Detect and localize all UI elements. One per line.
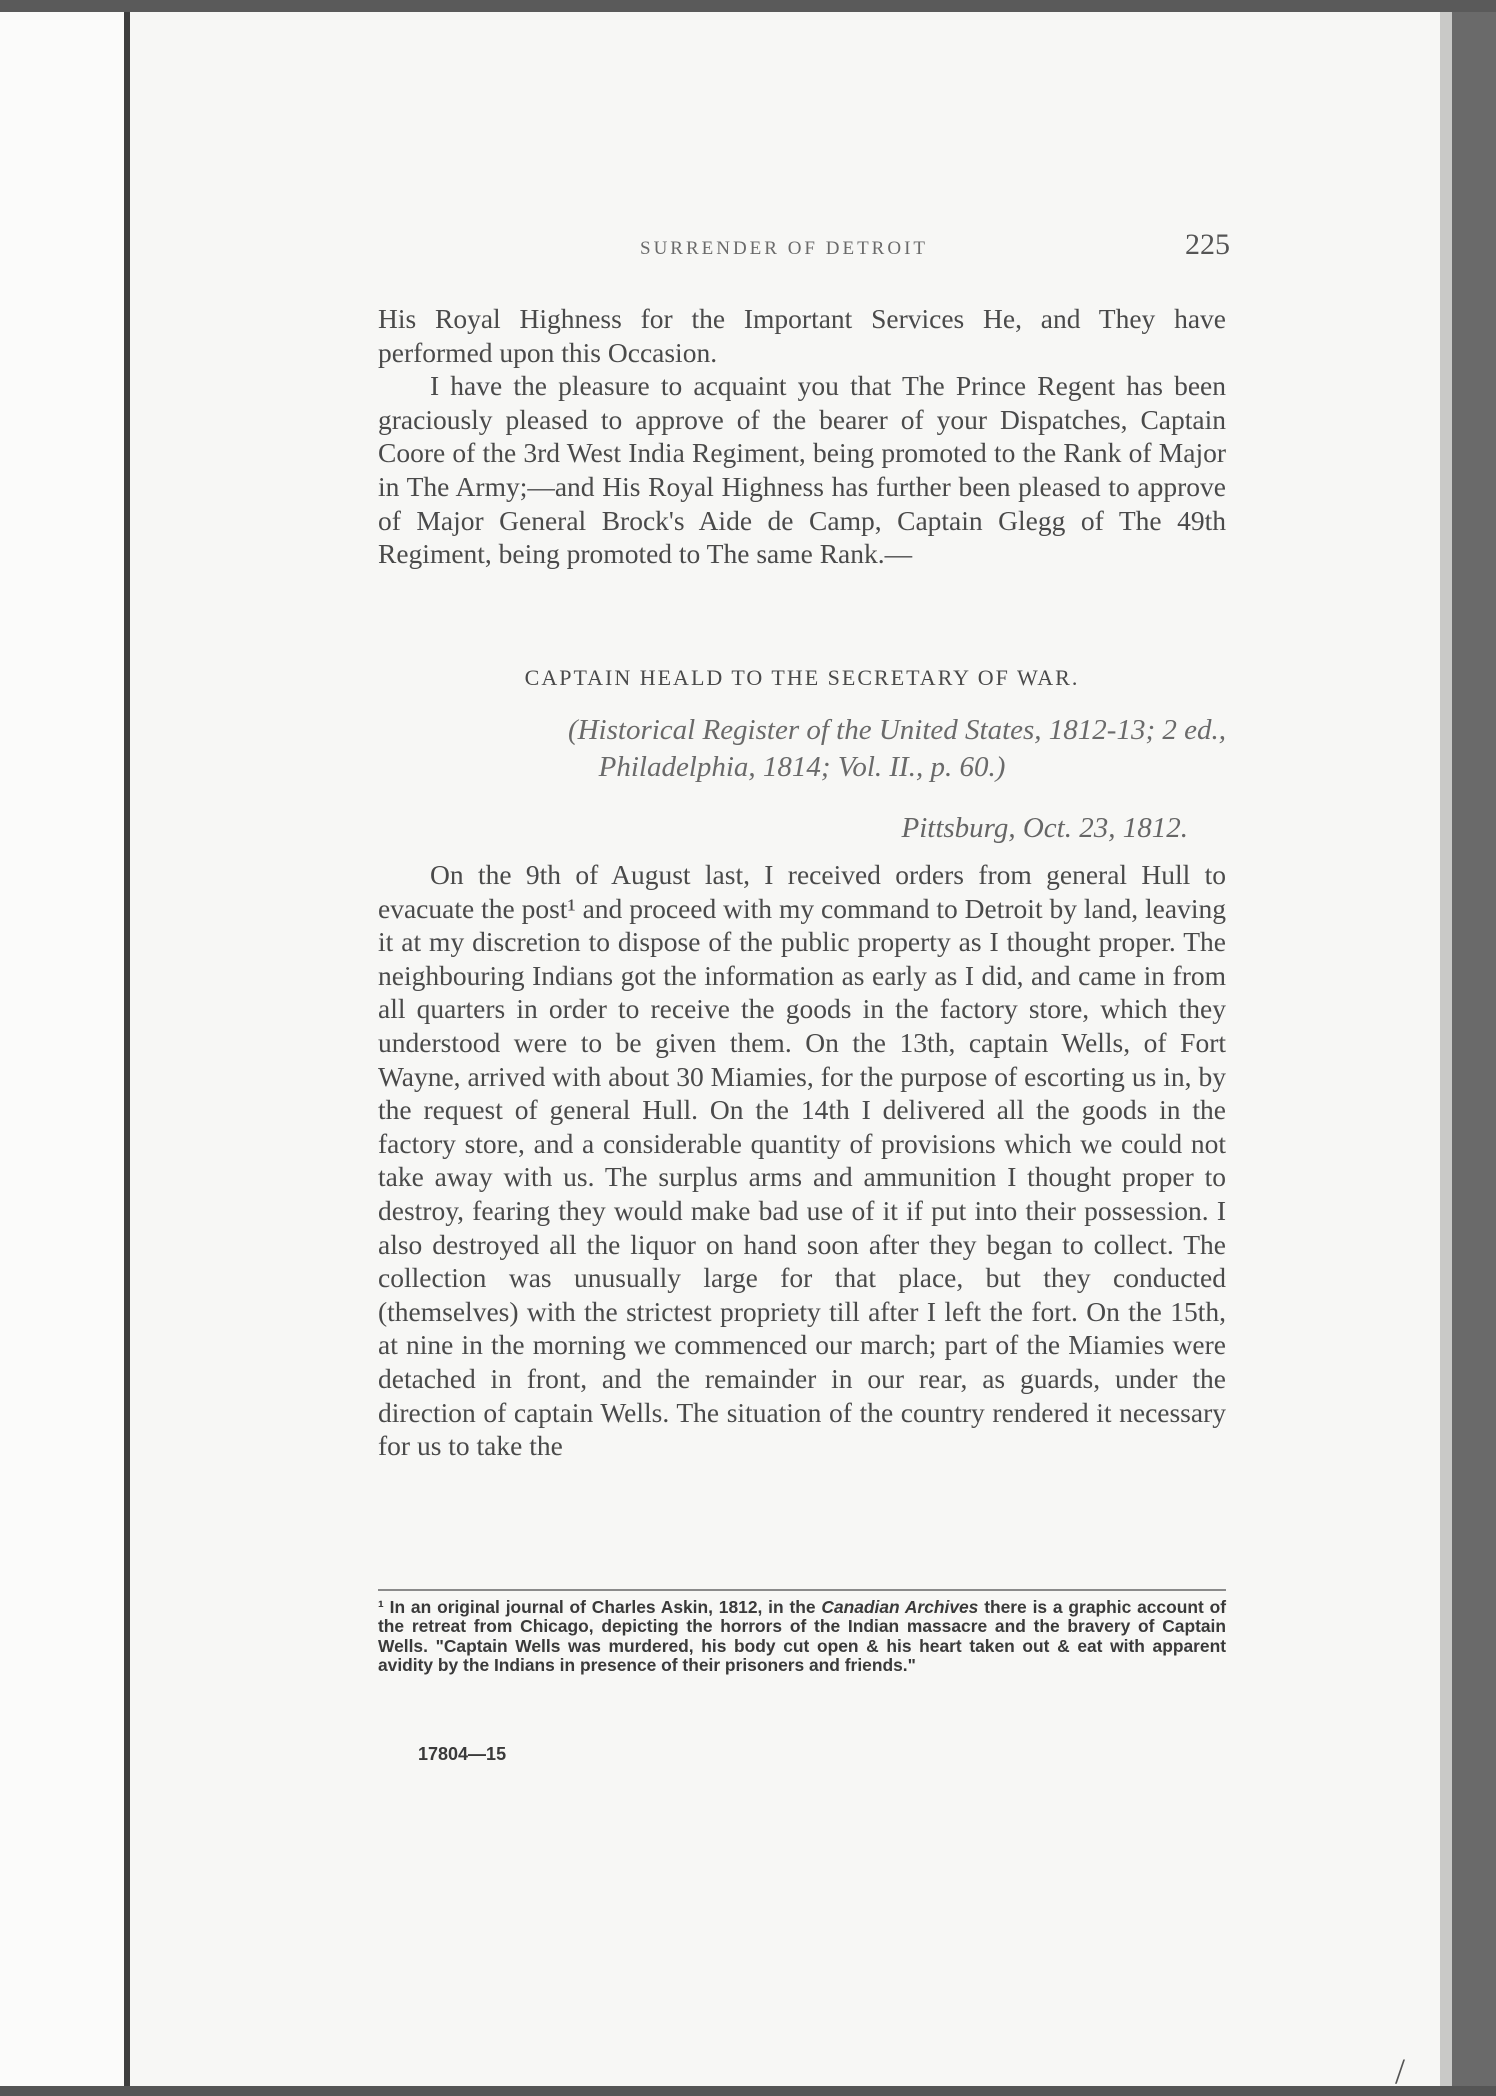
footnote-archive-name: Canadian Archives: [821, 1597, 979, 1617]
footnote: [378, 1598, 1226, 1676]
continuation-paragraph-2: I have the pleasure to acquaint you that The Prince Regent has been graciously pleased to approve of the bearer of your Dispatches, Captain Coore of the 3rd West India Regiment, being promoted to the Rank of Major in The Army;—and His Royal Highness has further been pleased to approve of Major General Brock's Aide de Camp, Captain Glegg of The 49th Regiment, being promoted to The same Rank.—: [378, 370, 1226, 570]
scan-page-edge: [1440, 0, 1452, 2096]
footnote-text-c: there is a graphic account of the retreat from Chicago, depicting the horrors of the Indian massacre and the bravery of Captain Wells. "Captain Wells was murdered, his body cut open & his heart taken out & eat with apparent avidity by the Indians in presence of their prisoners and friends.": [378, 1597, 1227, 1676]
scan-right-border: [1452, 0, 1496, 2096]
letter-body: [378, 858, 1226, 1463]
page-number: 225: [1185, 228, 1230, 261]
citation-line-1: (Historical Register of the United States, 1812-13; 2 ed.,: [567, 714, 1226, 746]
signature-number: 17804—15: [418, 1744, 507, 1764]
continuation-text: [378, 302, 1226, 571]
scan-top-border: [0, 0, 1496, 12]
page-header: [640, 228, 1230, 268]
running-head: SURRENDER OF DETROIT: [640, 238, 929, 259]
continuation-paragraph-1: His Royal Highness for the Important Services He, and They have performed upon this Occasion.: [378, 303, 1226, 368]
citation-line-2: Philadelphia, 1814; Vol. II., p. 60.): [598, 751, 1006, 783]
body-paragraph: On the 9th of August last, I received orders from general Hull to evacuate the post¹ and proceed with my command to Detroit by land, leaving it at my discretion to dispose of the public property as I thought proper. The neighbouring Indians got the information as early as I did, and came in from all quarters in order to receive the goods in the factory store, which they understood were to be given them. On the 13th, captain Wells, of Fort Wayne, arrived with about 30 Miamies, for the purpose of escorting us in, by the request of general Hull. On the 14th I delivered all the goods in the factory store, and a considerable quantity of provisions which we could not take away with us. The surplus arms and ammunition I thought proper to destroy, fearing they would make bad use of it if put into their possession. I also destroyed all the liquor on hand soon after they began to collect. The collection was unusually large for that place, but they conducted (themselves) with the strictest propriety till after I left the fort. On the 15th, at nine in the morning we commenced our march; part of the Miamies were detached in front, and the remainder in our rear, as guards, under the direction of captain Wells. The situation of the country rendered it necessary for us to take the: [378, 859, 1226, 1462]
corner-mark: /: [1395, 2051, 1406, 2091]
footnote-rule: [378, 1589, 1226, 1591]
source-citation: [378, 712, 1226, 786]
scan-left-margin: [0, 0, 130, 2096]
section-title: CAPTAIN HEALD TO THE SECRETARY OF WAR.: [524, 665, 1080, 690]
letter-dateline: Pittsburg, Oct. 23, 1812.: [901, 812, 1188, 844]
scan-bottom-border: [0, 2086, 1496, 2096]
footnote-text-a: ¹ In an original journal of Charles Askin, 1812, in the: [378, 1597, 822, 1617]
